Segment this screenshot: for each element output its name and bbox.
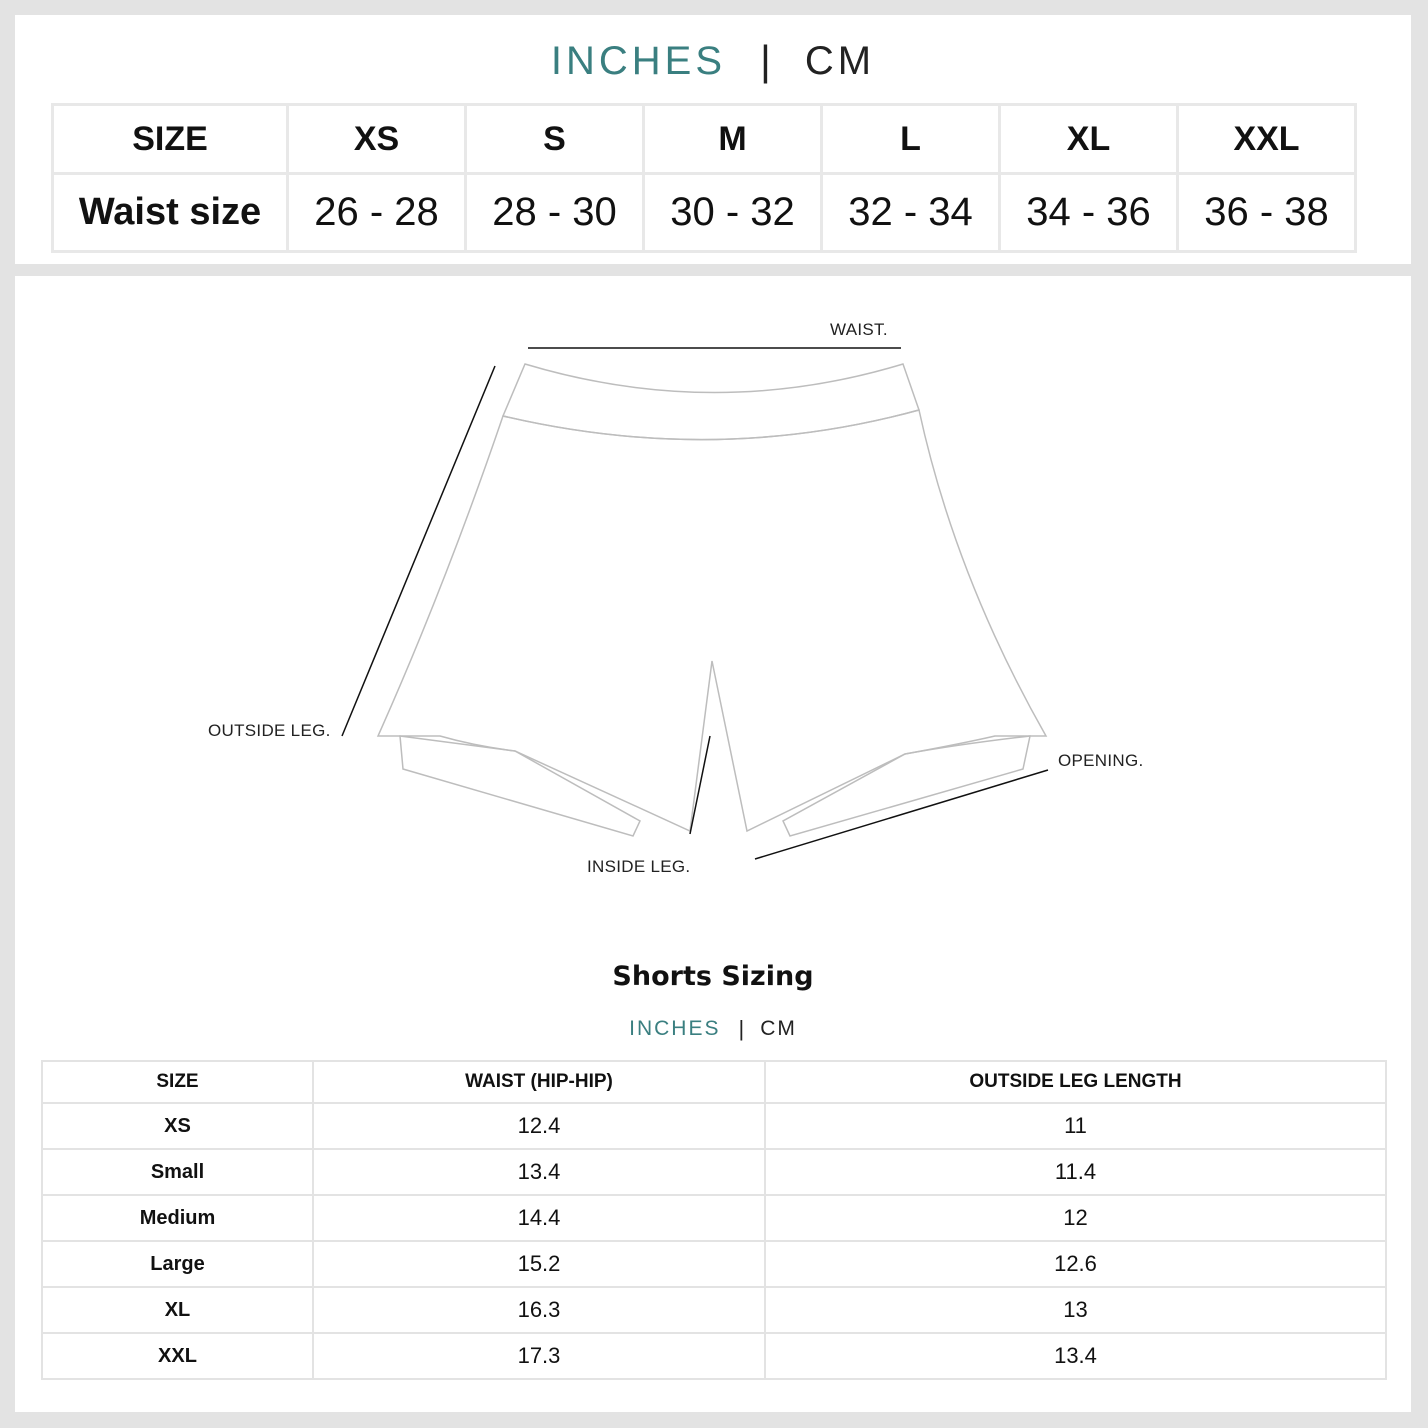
table-row: [42, 1287, 1386, 1333]
size-cell: XXL: [42, 1333, 313, 1379]
waist-size-value: 28 - 30: [467, 175, 642, 250]
size-header-cell: SIZE: [54, 106, 286, 172]
outside-leg-cell: 12.6: [765, 1241, 1386, 1287]
size-chart-panel: [15, 15, 1411, 264]
inside-leg-label: INSIDE LEG.: [587, 857, 691, 876]
column-header-outside-leg: OUTSIDE LEG LENGTH: [765, 1061, 1386, 1103]
opening-label: OPENING.: [1058, 751, 1144, 770]
outside-leg-cell: 13: [765, 1287, 1386, 1333]
inches-option[interactable]: INCHES: [629, 1017, 721, 1040]
size-header-cell: XS: [289, 106, 464, 172]
waist-size-value: 34 - 36: [1001, 175, 1176, 250]
unit-toggle-secondary: [15, 1016, 1411, 1042]
size-header-row: [54, 106, 1354, 172]
unit-separator: |: [738, 1016, 747, 1041]
table-row: [42, 1195, 1386, 1241]
waist-label: WAIST.: [830, 320, 888, 339]
waist-size-value: 32 - 34: [823, 175, 998, 250]
size-cell: Large: [42, 1241, 313, 1287]
size-header-cell: S: [467, 106, 642, 172]
waist-size-value: 30 - 32: [645, 175, 820, 250]
size-table: [51, 103, 1357, 253]
measurements-header-row: [42, 1061, 1386, 1103]
waist-size-row: [54, 175, 1354, 250]
waist-size-value: 36 - 38: [1179, 175, 1354, 250]
outside-leg-measure-line: [342, 366, 495, 736]
table-row: [42, 1241, 1386, 1287]
waist-cell: 17.3: [313, 1333, 765, 1379]
size-cell: Medium: [42, 1195, 313, 1241]
outside-leg-cell: 13.4: [765, 1333, 1386, 1379]
waist-cell: 13.4: [313, 1149, 765, 1195]
unit-separator: |: [760, 37, 775, 85]
opening-measure-line: [755, 770, 1048, 859]
shorts-diagram: [15, 276, 1411, 916]
size-header-cell: L: [823, 106, 998, 172]
shorts-sizing-title: Shorts Sizing: [612, 961, 814, 992]
size-header-cell: M: [645, 106, 820, 172]
size-cell: XS: [42, 1103, 313, 1149]
inches-option[interactable]: INCHES: [550, 38, 726, 83]
shorts-sizing-panel: [15, 276, 1411, 1412]
column-header-size: SIZE: [42, 1061, 313, 1103]
size-header-cell: XXL: [1179, 106, 1354, 172]
cm-option[interactable]: CM: [760, 1017, 797, 1040]
column-header-waist: WAIST (HIP-HIP): [313, 1061, 765, 1103]
table-row: [42, 1333, 1386, 1379]
cm-option[interactable]: CM: [804, 38, 876, 83]
left-liner-outline: [400, 736, 640, 836]
table-row: [42, 1103, 1386, 1149]
waist-cell: 15.2: [313, 1241, 765, 1287]
waist-cell: 12.4: [313, 1103, 765, 1149]
size-header-cell: XL: [1001, 106, 1176, 172]
waist-size-label: Waist size: [54, 175, 286, 250]
outside-leg-cell: 11.4: [765, 1149, 1386, 1195]
size-cell: Small: [42, 1149, 313, 1195]
outside-leg-cell: 11: [765, 1103, 1386, 1149]
outside-leg-label: OUTSIDE LEG.: [208, 721, 331, 740]
waist-size-value: 26 - 28: [289, 175, 464, 250]
shorts-body-outline: [378, 410, 1046, 831]
shorts-measurements-table: [41, 1060, 1387, 1380]
size-cell: XL: [42, 1287, 313, 1333]
waist-cell: 16.3: [313, 1287, 765, 1333]
unit-toggle: [15, 37, 1411, 85]
waist-cell: 14.4: [313, 1195, 765, 1241]
outside-leg-cell: 12: [765, 1195, 1386, 1241]
table-row: [42, 1149, 1386, 1195]
